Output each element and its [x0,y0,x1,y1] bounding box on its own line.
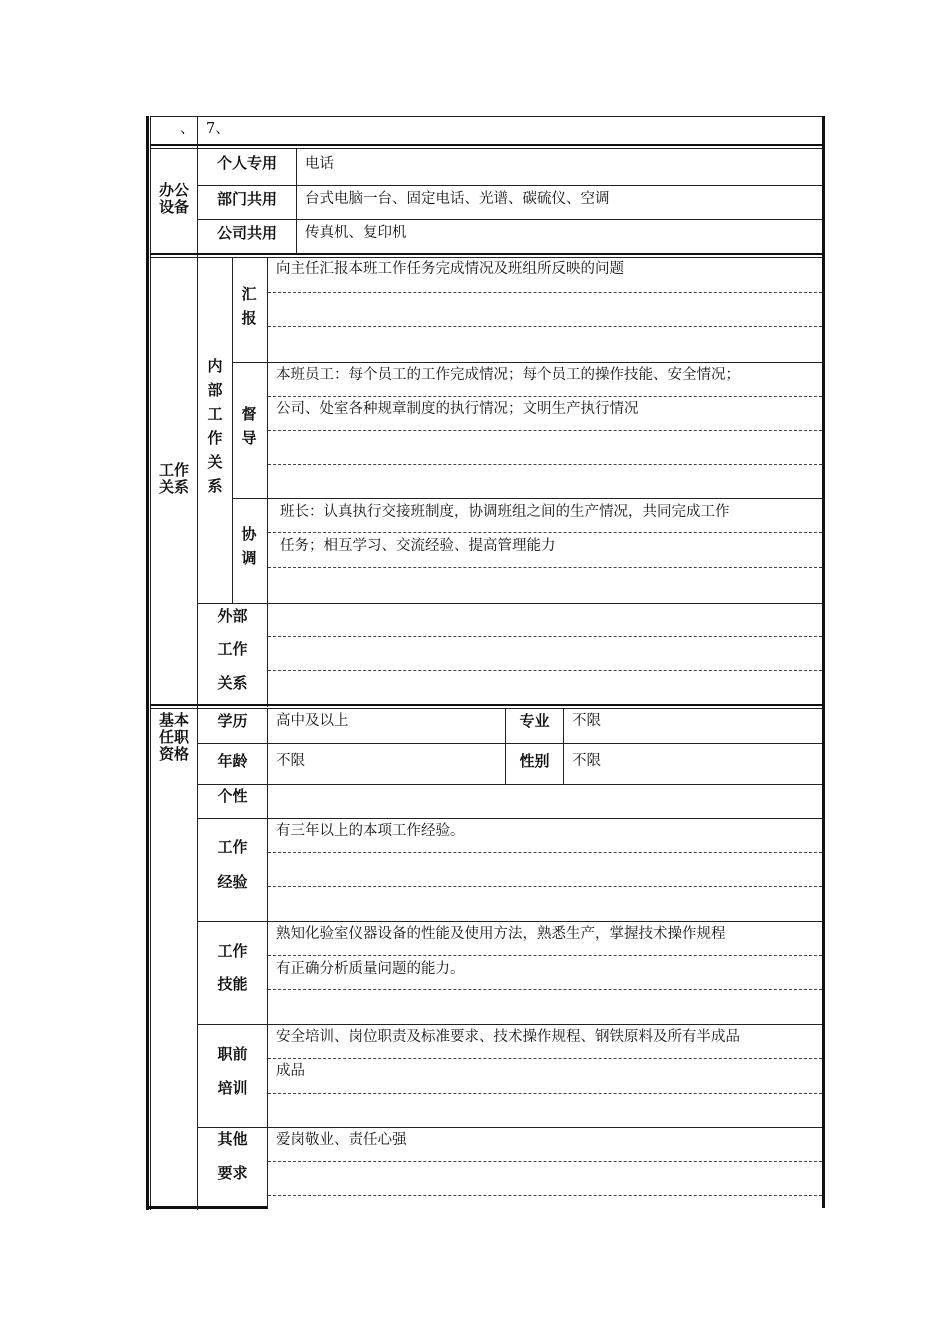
office-row-value-1: 电话 [305,156,334,172]
coordinate-label: 协 调 [241,525,257,567]
edu-divider [197,743,822,744]
internal-relations-label: 内 部 工 作 关 系 [207,357,223,495]
personality-divider [197,818,822,819]
work-relations-label: 工作 关系 [158,461,189,496]
age-divider [197,784,822,785]
external-label-2: 工作 [217,640,248,658]
training-line-2: 成品 [276,1063,305,1079]
internal-col-divider [232,257,233,603]
supervise-label: 督 导 [241,405,257,447]
skills-label-1: 工作 [217,942,248,960]
education-label: 学历 [217,712,248,730]
report-label: 汇 报 [241,285,257,327]
supervise-dash-2 [268,430,822,431]
experience-dash-2 [268,886,822,887]
other-label-1: 其他 [217,1130,248,1148]
section-divider-relations-inner [150,708,822,709]
report-line-1: 向主任汇报本班工作任务完成情况及班组所反映的问题 [276,261,624,277]
office-equipment-label: 办公 设备 [158,181,189,216]
other-line-1: 爱岗敬业、责任心强 [276,1132,407,1148]
major-col-divider-2 [563,708,564,784]
training-label-1: 职前 [217,1045,248,1063]
supervise-line-1: 本班员工：每个员工的工作完成情况；每个员工的操作技能、安全情况； [276,367,740,383]
training-label-2: 培训 [217,1079,248,1097]
age-value: 不限 [276,753,305,769]
office-row-value-2: 台式电脑一台、固定电话、光谱、碳硫仪、空调 [305,191,610,207]
supervise-divider [232,498,822,499]
supervise-dash-3 [268,464,822,465]
office-row-divider-1 [197,185,822,186]
external-dash-1 [268,636,822,637]
skills-line-1: 熟知化验室仪器设备的性能及使用方法，熟悉生产，掌握技术操作规程 [276,926,726,942]
external-label-1: 外部 [217,607,248,625]
age-label: 年龄 [217,752,248,770]
coordinate-line-2: 任务；相互学习、交流经验、提高管理能力 [280,538,556,554]
skills-dash-2 [268,989,822,990]
outer-left-border [146,116,149,1210]
other-label-2: 要求 [217,1164,248,1182]
experience-label-1: 工作 [217,838,248,856]
experience-label-2: 经验 [217,873,248,891]
supervise-dash-1 [268,396,822,397]
office-row-label-2: 部门共用 [216,190,277,208]
training-divider [197,1127,822,1128]
office-row-label-3: 公司共用 [216,224,277,242]
outer-left-inner [150,116,151,1210]
external-dash-2 [268,670,822,671]
major-value: 不限 [572,713,601,729]
experience-divider [197,921,822,922]
experience-line-1: 有三年以上的本项工作经验。 [276,823,465,839]
report-dash-2 [268,326,822,327]
outer-right-border [822,116,825,1208]
training-line-1: 安全培训、岗位职责及标准要求、技术操作规程、钢铁原料及所有半成品 [276,1029,740,1045]
skills-divider [197,1024,822,1025]
gender-value: 不限 [572,753,601,769]
report-dash-1 [268,292,822,293]
experience-dash-1 [268,852,822,853]
training-dash-2 [268,1093,822,1094]
coordinate-divider [197,603,822,604]
coordinate-dash-2 [268,567,822,568]
section-divider-office [150,253,822,255]
top-row-left: 、 [180,121,195,137]
skills-line-2: 有正确分析质量问题的能力。 [276,961,465,977]
supervise-line-2: 公司、处室各种规章制度的执行情况；文明生产执行情况 [276,401,639,417]
skills-label-2: 技能 [217,975,248,993]
section-divider-office-inner [150,257,822,258]
bottom-border [146,1206,268,1209]
other-dash-2 [268,1195,822,1196]
qualifications-label: 基本 任职 资格 [158,711,189,763]
office-row-value-3: 传真机、复印机 [305,225,407,241]
personality-label: 个性 [217,787,248,805]
office-col-divider [296,148,297,255]
office-row-label-1: 个人专用 [216,154,277,172]
major-label: 专业 [519,712,550,730]
coordinate-dash-1 [268,532,822,533]
section-divider-relations [150,704,822,706]
other-dash-1 [268,1161,822,1162]
section-divider-top [150,144,822,146]
coordinate-line-1: 班长：认真执行交接班制度，协调班组之间的生产情况，共同完成工作 [280,504,730,520]
office-row-divider-2 [197,219,822,220]
external-label-3: 关系 [217,674,248,692]
section-divider-top-inner [150,148,822,149]
skills-dash-1 [268,955,822,956]
content-col-divider [267,257,268,707]
education-value: 高中及以上 [276,713,349,729]
top-border [150,116,822,117]
training-dash-1 [268,1058,822,1059]
gender-label: 性别 [519,752,550,770]
top-row-right: 7、 [206,121,230,137]
qual-col-divider [267,708,268,1208]
report-divider [232,362,822,363]
